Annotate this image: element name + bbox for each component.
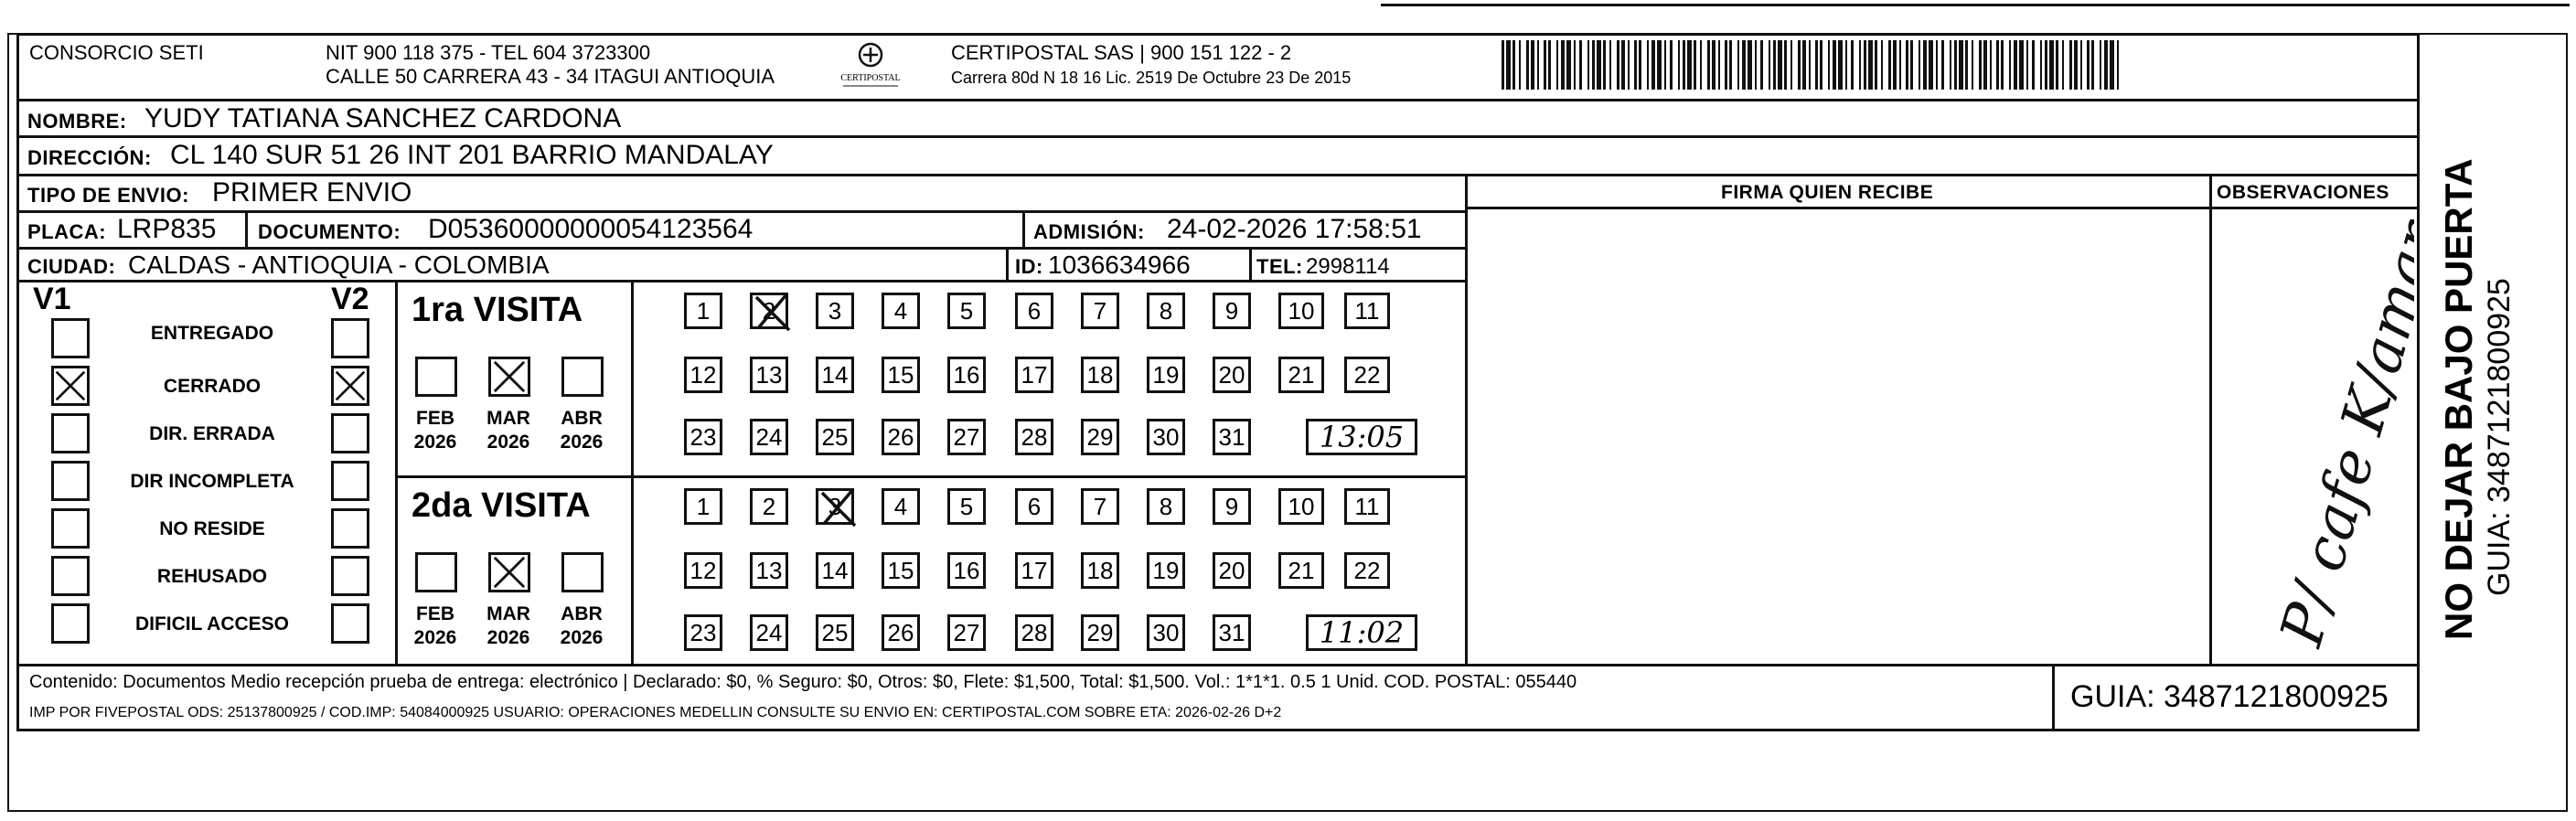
barcode-bar [2080, 40, 2082, 90]
placa-value: LRP835 [117, 214, 217, 244]
v1-checkbox-1[interactable] [51, 366, 90, 406]
footer-guia-divider [2052, 664, 2055, 731]
day-box-13[interactable]: 13 [750, 552, 788, 589]
barcode-bar [1845, 40, 1847, 90]
v2-checkbox-5[interactable] [331, 556, 369, 596]
status-label: REHUSADO [156, 566, 268, 587]
month-checkbox-mar[interactable] [488, 357, 530, 397]
barcode-bar [1657, 40, 1662, 90]
month-name: ABR [561, 408, 603, 429]
barcode-bar [1950, 40, 1951, 90]
barcode-bar [1838, 40, 1843, 90]
day-box-20[interactable]: 20 [1213, 552, 1251, 589]
barcode-bar [1778, 40, 1782, 90]
observaciones-handwriting [2231, 219, 2414, 658]
admision-label: ADMISIÓN: [1033, 220, 1145, 243]
barcode-bar [1828, 40, 1830, 90]
day-box-16[interactable]: 16 [947, 552, 986, 589]
day-box-5[interactable]: 5 [947, 488, 986, 525]
id-value: 1036634966 [1048, 251, 1191, 279]
barcode-bar [1639, 40, 1641, 90]
barcode-bar [2087, 40, 2090, 90]
barcode-bar [2049, 40, 2054, 90]
barcode-bar [1990, 40, 1992, 90]
barcode-bar [1996, 40, 1999, 90]
firma-label: FIRMA QUIEN RECIBE [1721, 182, 1934, 203]
v1-checkbox-3[interactable] [51, 461, 90, 501]
barcode-bar [1893, 40, 1897, 90]
barcode-bar [1718, 40, 1720, 90]
barcode-bar [1919, 40, 1920, 90]
day-box-21[interactable]: 21 [1278, 552, 1324, 589]
company-name: CONSORCIO SETI [29, 41, 204, 64]
barcode-bar [1798, 40, 1801, 90]
day-box-23[interactable]: 23 [684, 419, 722, 455]
day-box-3[interactable]: 3 [816, 293, 854, 329]
month-name: MAR [486, 603, 530, 624]
barcode-bar [1628, 40, 1630, 90]
address-line: CALLE 50 CARRERA 43 - 34 ITAGUI ANTIOQUIA [326, 65, 775, 88]
barcode-bar [2001, 40, 2004, 90]
day-box-13[interactable]: 13 [750, 357, 788, 393]
barcode-bar [1742, 40, 1746, 90]
barcode-bar [1597, 40, 1601, 90]
barcode-bar [2100, 40, 2101, 90]
day-box-14[interactable]: 14 [816, 357, 854, 393]
day-box-7[interactable]: 7 [1081, 488, 1119, 525]
v2-checkbox-1[interactable] [331, 366, 369, 406]
ciudad-label: CIUDAD: [27, 255, 116, 278]
barcode-bar [1815, 40, 1818, 90]
barcode-bar [1725, 40, 1727, 90]
day-box-17[interactable]: 17 [1015, 552, 1053, 589]
barcode-bar [2014, 40, 2017, 90]
day-box-4[interactable]: 4 [882, 488, 920, 525]
direccion-label: DIRECCIÓN: [27, 146, 152, 169]
barcode-bar [2062, 40, 2064, 90]
month-name: FEB [416, 603, 454, 624]
day-box-11[interactable]: 11 [1344, 293, 1390, 329]
month-checkbox-abr[interactable] [561, 552, 604, 592]
admision-value: 24-02-2026 17:58:51 [1167, 214, 1422, 244]
tipo-envio-label: TIPO DE ENVIO: [27, 184, 189, 207]
documento-value: D05360000000054123564 [428, 214, 754, 244]
status-label: CERRADO [163, 376, 262, 397]
firma-left-border [1465, 174, 1468, 664]
month-checkbox-feb[interactable] [415, 552, 457, 592]
month-name: ABR [561, 603, 603, 624]
day-box-9[interactable]: 9 [1213, 488, 1251, 525]
barcode-graphic [1500, 37, 2122, 93]
month-name: MAR [486, 408, 530, 429]
barcode-bar [1773, 40, 1776, 90]
barcode-bar [1548, 40, 1551, 90]
handwritten-time: 13:05 [1306, 419, 1417, 455]
barcode-bar [1802, 40, 1806, 90]
barcode-bar [1923, 40, 1927, 90]
day-box-7[interactable]: 7 [1081, 293, 1119, 329]
placa-label: PLACA: [27, 220, 107, 243]
direccion-value: CL 140 SUR 51 26 INT 201 BARRIO MANDALAY [170, 140, 774, 170]
barcode-bar [1531, 40, 1534, 90]
status-right-border [395, 280, 398, 664]
day-box-18[interactable]: 18 [1081, 357, 1119, 393]
day-box-2[interactable]: 2 [750, 488, 788, 525]
barcode-bar [1864, 40, 1866, 90]
barcode-bar [1851, 40, 1854, 90]
day-box-27[interactable]: 27 [947, 614, 986, 651]
barcode-bar [1526, 40, 1529, 90]
v2-checkbox-0[interactable] [331, 318, 369, 358]
month-year: 2026 [486, 432, 530, 453]
row-divider-1 [16, 135, 2420, 138]
day-box-5[interactable]: 5 [947, 293, 986, 329]
barcode-bar [1561, 40, 1565, 90]
svg-text:CERTIPOSTAL: CERTIPOSTAL [840, 73, 901, 83]
barcode-bar [1512, 40, 1515, 90]
certipostal-logo [834, 40, 907, 91]
day-box-30[interactable]: 30 [1147, 614, 1185, 651]
nit-line: NIT 900 118 375 - TEL 604 3723300 [326, 41, 651, 64]
month-year: 2026 [560, 627, 604, 648]
barcode-bar [1634, 40, 1637, 90]
day-box-1[interactable]: 1 [684, 293, 722, 329]
barcode-bar [1769, 40, 1770, 90]
v2-checkbox-6[interactable] [331, 603, 369, 644]
documento-label: DOCUMENTO: [258, 220, 401, 243]
barcode-bar [2069, 40, 2072, 90]
day-box-6[interactable]: 6 [1015, 293, 1053, 329]
day-box-31[interactable]: 31 [1213, 419, 1251, 455]
month-checkbox-abr[interactable] [561, 357, 604, 397]
day-box-28[interactable]: 28 [1015, 614, 1053, 651]
certipostal-line: CERTIPOSTAL SAS | 900 151 122 - 2 [951, 41, 1292, 64]
day-mark-icon [815, 484, 862, 531]
barcode-bar [1617, 40, 1619, 90]
day-box-18[interactable]: 18 [1081, 552, 1119, 589]
ciudad-value: CALDAS - ANTIOQUIA - COLOMBIA [128, 251, 550, 279]
day-box-22[interactable]: 22 [1344, 357, 1390, 393]
day-box-31[interactable]: 31 [1213, 614, 1251, 651]
barcode-bar [1784, 40, 1787, 90]
day-box-2[interactable]: 2 [750, 293, 788, 329]
footer-divider [16, 664, 2420, 666]
observaciones-label: OBSERVACIONES [2217, 182, 2389, 203]
day-box-8[interactable]: 8 [1147, 293, 1185, 329]
barcode-bar [1707, 40, 1710, 90]
status-label: ENTREGADO [150, 323, 274, 344]
barcode-bar [1906, 40, 1908, 90]
day-box-25[interactable]: 25 [816, 419, 854, 455]
barcode-bar [1881, 40, 1883, 90]
barcode-bar [2026, 40, 2028, 90]
tel-label: TEL: [1256, 255, 1303, 278]
tel-value: 2998114 [1306, 254, 1390, 279]
barcode-bar [1712, 40, 1716, 90]
barcode-bar [1809, 40, 1811, 90]
nombre-value: YUDY TATIANA SANCHEZ CARDONA [144, 103, 622, 133]
day-box-12[interactable]: 12 [684, 552, 722, 589]
id-label: ID: [1015, 255, 1043, 278]
barcode-bar [1748, 40, 1752, 90]
tel-divider [1249, 247, 1252, 280]
day-box-12[interactable]: 12 [684, 357, 722, 393]
barcode-bar [1954, 40, 1957, 90]
v1-checkbox-0[interactable] [51, 318, 90, 358]
barcode-bar [2032, 40, 2035, 90]
status-label: DIR. ERRADA [149, 423, 275, 444]
no-dejar-bajo-puerta: NO DEJAR BAJO PUERTA [2437, 158, 2480, 640]
contenido-line: Contenido: Documentos Medio recepción prueba de entrega: electrónico | Declarado: $0, % Seguro: $0, Otros: $0, Flete: $1,500, Total: $1,500. Vol.: 1*1*1. 0.5 1 Unid. COD. POSTAL: 055440 [29, 672, 1577, 692]
barcode-bar [1664, 40, 1666, 90]
day-box-20[interactable]: 20 [1213, 357, 1251, 393]
day-box-24[interactable]: 24 [750, 614, 788, 651]
status-label: DIR INCOMPLETA [130, 471, 294, 492]
day-box-29[interactable]: 29 [1081, 419, 1119, 455]
barcode-bar [1621, 40, 1625, 90]
barcode-bar [2074, 40, 2078, 90]
barcode-bar [1592, 40, 1595, 90]
barcode-bar [1651, 40, 1655, 90]
barcode-bar [1760, 40, 1763, 90]
svg-text:P/ cafe K/amarilla: P/ cafe K/amarilla [2268, 219, 2414, 654]
barcode-bar [1790, 40, 1792, 90]
v2-checkbox-2[interactable] [331, 413, 369, 453]
day-box-16[interactable]: 16 [947, 357, 986, 393]
day-box-22[interactable]: 22 [1344, 552, 1390, 589]
day-box-25[interactable]: 25 [816, 614, 854, 651]
barcode-bar [1670, 40, 1673, 90]
firma-header-divider [1465, 207, 2420, 209]
barcode-bar [2009, 40, 2011, 90]
barcode-bar [1519, 40, 1521, 90]
footer-guia: GUIA: 3487121800925 [2070, 679, 2389, 714]
barcode-bar [1683, 40, 1685, 90]
certipostal-logo-icon [834, 40, 907, 91]
barcode-bar [2040, 40, 2042, 90]
v1-label: V1 [33, 282, 71, 316]
visit-title: 1ra VISITA [412, 291, 583, 329]
day-box-21[interactable]: 21 [1278, 357, 1324, 393]
barcode-bar [1694, 40, 1696, 90]
day-box-10[interactable]: 10 [1278, 488, 1324, 525]
barcode-bar [1983, 40, 1987, 90]
id-divider [1006, 247, 1009, 280]
barcode-bar [1729, 40, 1732, 90]
barcode-bar [1972, 40, 1973, 90]
visit-divider [395, 475, 1465, 478]
barcode-bar [1556, 40, 1558, 90]
day-mark-icon [749, 288, 796, 336]
license-line: Carrera 80d N 18 16 Lic. 2519 De Octubre 23 De 2015 [951, 69, 1352, 87]
v1-checkbox-4[interactable] [51, 508, 90, 549]
barcode-bar [2019, 40, 2024, 90]
barcode-bar [1587, 40, 1589, 90]
month-year: 2026 [413, 627, 457, 648]
day-box-26[interactable]: 26 [882, 614, 920, 651]
day-box-23[interactable]: 23 [684, 614, 722, 651]
v1-checkbox-2[interactable] [51, 413, 90, 453]
day-box-14[interactable]: 14 [816, 552, 854, 589]
barcode-bar [1899, 40, 1901, 90]
barcode-bar [1609, 40, 1611, 90]
barcode-bar [1544, 40, 1546, 90]
v1-checkbox-6[interactable] [51, 603, 90, 644]
barcode-bar [2091, 40, 2094, 90]
barcode-bar [1687, 40, 1692, 90]
visit-title: 2da VISITA [412, 486, 591, 525]
barcode-bar [1959, 40, 1963, 90]
row-divider-3 [16, 210, 1467, 213]
day-box-28[interactable]: 28 [1015, 419, 1053, 455]
barcode-bar [1502, 40, 1504, 90]
barcode-bar [1574, 40, 1576, 90]
obs-left-border [2209, 174, 2212, 664]
barcode-bar [2045, 40, 2047, 90]
day-box-19[interactable]: 19 [1147, 357, 1185, 393]
placa-divider [245, 210, 248, 247]
admision-divider [1022, 210, 1025, 247]
day-box-30[interactable]: 30 [1147, 419, 1185, 455]
barcode-bar [1888, 40, 1891, 90]
row-divider-5 [16, 280, 1467, 283]
barcode-bar [1833, 40, 1836, 90]
day-box-19[interactable]: 19 [1147, 552, 1185, 589]
barcode-bar [2104, 40, 2108, 90]
day-box-27[interactable]: 27 [947, 419, 986, 455]
barcode-bar [1941, 40, 1944, 90]
month-year: 2026 [560, 432, 604, 453]
v1-checkbox-5[interactable] [51, 556, 90, 596]
day-box-17[interactable]: 17 [1015, 357, 1053, 393]
barcode-bar [1579, 40, 1582, 90]
month-year: 2026 [413, 432, 457, 453]
day-box-6[interactable]: 6 [1015, 488, 1053, 525]
day-box-3[interactable]: 3 [816, 488, 854, 525]
day-box-26[interactable]: 26 [882, 419, 920, 455]
barcode-bar [1566, 40, 1571, 90]
day-box-15[interactable]: 15 [882, 552, 920, 589]
day-box-8[interactable]: 8 [1147, 488, 1185, 525]
barcode-bar [1868, 40, 1873, 90]
side-guia: GUIA: 3487121800925 [2482, 278, 2517, 596]
barcode-bar [1737, 40, 1739, 90]
v2-checkbox-3[interactable] [331, 461, 369, 501]
barcode-bar [1859, 40, 1861, 90]
barcode-bar [1929, 40, 1933, 90]
barcode-bar [2056, 40, 2058, 90]
v2-label: V2 [331, 282, 369, 316]
day-box-10[interactable]: 10 [1278, 293, 1324, 329]
barcode-bar [1820, 40, 1822, 90]
day-box-24[interactable]: 24 [750, 419, 788, 455]
month-checkbox-mar[interactable] [488, 552, 530, 592]
barcode-bar [1647, 40, 1649, 90]
top-edge-line [1381, 4, 2570, 6]
barcode-bar [1537, 40, 1539, 90]
barcode-bar [1936, 40, 1938, 90]
barcode-bar [1965, 40, 1968, 90]
day-box-4[interactable]: 4 [882, 293, 920, 329]
day-box-1[interactable]: 1 [684, 488, 722, 525]
day-box-9[interactable]: 9 [1213, 293, 1251, 329]
barcode-bar [1603, 40, 1606, 90]
month-name: FEB [416, 408, 454, 429]
tipo-envio-value: PRIMER ENVIO [212, 177, 412, 208]
handwritten-time: 11:02 [1306, 614, 1417, 651]
status-label: DIFICIL ACCESO [134, 613, 289, 634]
day-box-11[interactable]: 11 [1344, 488, 1390, 525]
barcode-bar [1875, 40, 1877, 90]
day-box-15[interactable]: 15 [882, 357, 920, 393]
barcode-bar [1910, 40, 1913, 90]
month-year: 2026 [486, 627, 530, 648]
imp-line: IMP POR FIVEPOSTAL ODS: 25137800925 / COD.IMP: 54084000925 USUARIO: OPERACIONES MEDELLIN CONSULTE SU ENVIO EN: CERTIPOSTAL.COM SOBRE ETA: 2026-02-26 D+2 [29, 705, 1282, 720]
barcode [1500, 37, 2122, 93]
barcode-bar [2117, 40, 2119, 90]
visit-month-divider [631, 280, 634, 664]
month-checkbox-feb[interactable] [415, 357, 457, 397]
barcode-bar [1506, 40, 1511, 90]
row-divider-2 [16, 174, 2420, 176]
barcode-bar [1755, 40, 1757, 90]
day-box-29[interactable]: 29 [1081, 614, 1119, 651]
barcode-bar [1979, 40, 1982, 90]
nombre-label: NOMBRE: [27, 110, 127, 133]
barcode-bar [2110, 40, 2114, 90]
status-label: NO RESIDE [159, 518, 265, 539]
barcode-bar [1678, 40, 1680, 90]
v2-checkbox-4[interactable] [331, 508, 369, 549]
barcode-bar [1700, 40, 1702, 90]
header-divider [16, 99, 2420, 101]
